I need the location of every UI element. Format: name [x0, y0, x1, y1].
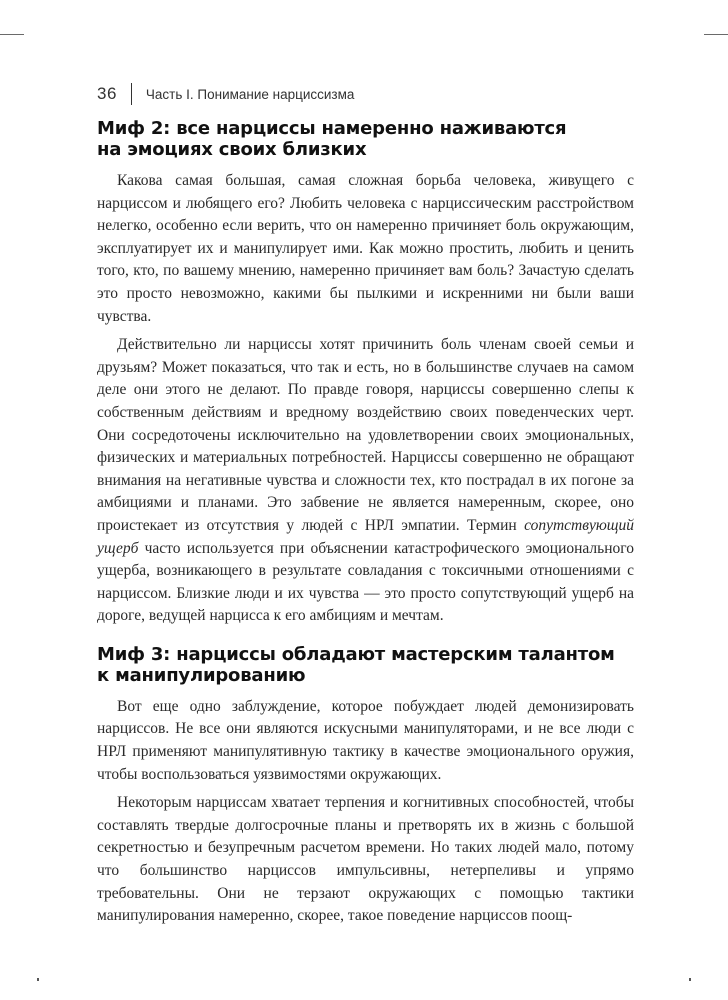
paragraph: Некоторым нарциссам хватает терпения и когнитивных способностей, чтобы составлять твердые долгосрочные планы и претворять их в жизнь с большой секретностью и безупречным расчетом времени. Но таких людей мало, потому что большинство нарциссов импульсивны, нетерпеливы и упрямо требовательны. Они не терзают окружающих с помощью тактики манипулирования намеренно, скорее, такое поведение нарциссов поощ-	[97, 794, 634, 925]
paragraph: Какова самая большая, самая сложная борьба человека, живущего с нарциссом и любящего его? Любить человека с нарциссическим расстройством нелегко, особенно если верить, что он намеренно причиняет боль окружающим, эксплуатирует их и манипулирует ими. Как можно простить, любить и ценить того, кто, по вашему мнению, намеренно причиняет вам боль? Зачастую сделать это просто невозможно, какими бы пылкими и искренними ни были ваши чувства.	[97, 172, 634, 325]
italic-term: сопутствующий ущерб	[97, 516, 634, 557]
page-body	[97, 118, 634, 934]
paragraph-text: Действительно ли нарциссы хотят причинить боль членам своей семьи и друзьям? Может показаться, что так и есть, но в большинстве случаев на самом деле они этого не делают. По правде говоря, нарциссы совершенно слепы к собственным действиям и вредному воздействию своих поведенческих черт. Они сосредоточены исключительно на удовлетворении своих эмоциональных, физических и материальных потребностей. Нарциссы совершенно не обращают внимания на негативные чувства и сложности тех, кто пострадал в их погоне за амбициями и планами. Это забвение не является намеренным, скорее, оно проистекает из отсутствия у людей с НРЛ эмпатии. Термин	[97, 336, 634, 534]
paragraph-text: часто используется при объяснении катастрофического эмоционального ущерба, возникающего в результате совладания с токсичными отношениями с нарциссом. Близкие люди и их чувства — это просто сопутствующий ущерб на дороге, ведущей нарцисса к его амбициям и мечтам.	[97, 539, 634, 625]
part-title: Часть I. Понимание нарциссизма	[145, 86, 355, 102]
header-separator	[131, 83, 132, 105]
paragraph: Вот еще одно заблуждение, которое побуждает людей демонизировать нарциссов. Не все они являются искусными манипуляторами, и не все люди с НРЛ применяют манипулятивную тактику в качестве эмоционального оружия, чтобы воспользоваться уязвимостями окружающих.	[97, 697, 634, 783]
page-number: 36	[97, 84, 117, 103]
crop-mark-bottom-right	[689, 978, 691, 981]
running-head	[97, 82, 637, 106]
crop-mark-top-right	[704, 34, 728, 35]
paragraph	[97, 334, 634, 628]
section-heading-myth-2	[97, 118, 634, 160]
heading-line: Миф 3: нарциссы обладают мастерским талантом	[97, 643, 615, 665]
section-heading-myth-3	[97, 644, 634, 686]
heading-line: на эмоциях своих близких	[97, 139, 367, 160]
crop-mark-top-left	[0, 34, 24, 35]
heading-line: к манипулированию	[97, 664, 306, 686]
crop-mark-bottom-left	[37, 978, 39, 981]
heading-line: Миф 2: все нарциссы намеренно наживаются	[97, 118, 567, 139]
